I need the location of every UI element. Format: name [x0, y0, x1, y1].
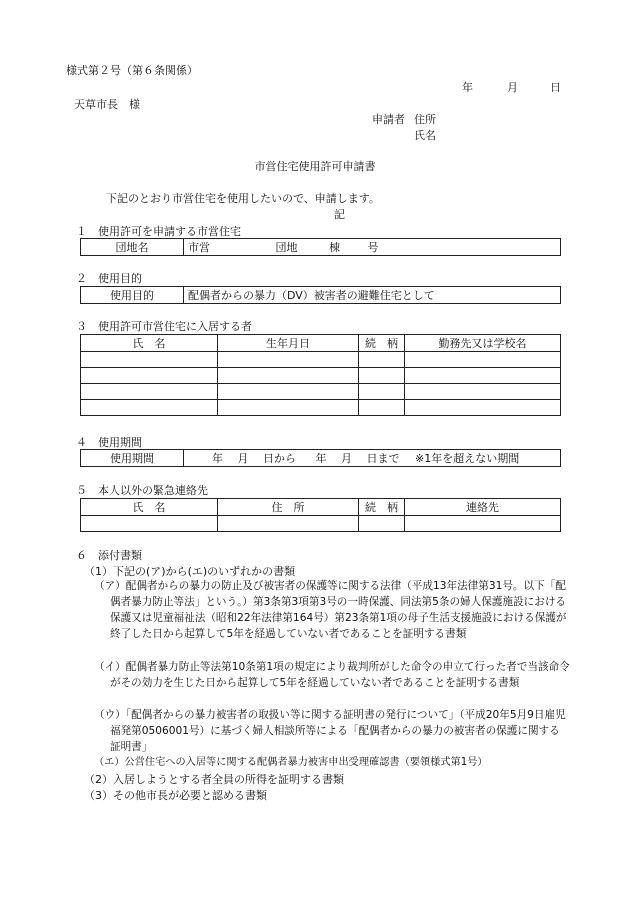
- period-to: 年 月 日まで: [315, 452, 400, 465]
- cell[interactable]: [81, 352, 218, 368]
- section-5-heading: ５ 本人以外の緊急連絡先: [76, 484, 208, 497]
- cell[interactable]: [405, 400, 561, 416]
- attachment-a: （ア）配偶者からの暴力の防止及び被害者の保護等に関する法律（平成13年法律第31号。以下「配偶者暴力防止等法」という。）第3条第3項第3号の一時保護、同法第5条の婦人保護施設における保護又は児童福祉法（昭和22年法律第164号）第23条第1項の母子生活支援施設における保護が終了した日から起算して5年を経過していない者であることを証明する書類: [94, 580, 567, 640]
- attachment-item-1: （1）下記の(ア)から(エ)のいずれかの書類: [84, 565, 296, 578]
- table-row: [81, 384, 561, 400]
- form-number: 様式第２号（第６条関係）: [66, 64, 198, 77]
- col-birthdate: 生年月日: [218, 335, 359, 352]
- cell[interactable]: [359, 368, 405, 384]
- cell[interactable]: [405, 384, 561, 400]
- section-2-table: [80, 286, 561, 304]
- cell[interactable]: [405, 368, 561, 384]
- col-name: 氏 名: [81, 335, 218, 352]
- applicant-address-label: 住所: [414, 113, 436, 126]
- col-relationship: 続 柄: [359, 499, 405, 516]
- danchi-prefix: 市営: [188, 241, 210, 254]
- date-month: 月: [507, 81, 518, 94]
- document-title: 市営住宅使用許可申請書: [254, 160, 376, 173]
- danchi-unit: 団地: [275, 241, 298, 254]
- cell[interactable]: [359, 352, 405, 368]
- attachment-i: （イ）配偶者暴力防止等法第10条第1項の規定により裁判所がした命令の申立て行った者で当該命令がその効力を生じた日から起算して5年を経過していない者であることを証明する書類: [94, 661, 570, 689]
- cell[interactable]: [81, 516, 218, 532]
- go-unit: 号: [367, 241, 379, 254]
- cell[interactable]: [218, 400, 359, 416]
- emergency-header-row: [81, 499, 561, 516]
- col-relationship: 続 柄: [359, 335, 405, 352]
- date-day: 日: [550, 81, 561, 94]
- period-from: 年 月 日から: [212, 452, 296, 465]
- emergency-contact-table: [80, 498, 561, 532]
- residents-table: [80, 334, 561, 416]
- addressee: 天草市長 様: [74, 98, 140, 111]
- cell[interactable]: [218, 368, 359, 384]
- cell[interactable]: [359, 516, 405, 532]
- cell[interactable]: [218, 352, 359, 368]
- residents-header-row: [81, 335, 561, 352]
- attachment-u: （ウ）「配偶者からの暴力被害者の取扱い等に関する証明書の発行について」（平成20年5月9日雇児福発第0506001号）に基づく婦人相談所等による「配偶者からの暴力の被害者の保護に関する証明書」: [94, 709, 566, 753]
- col-contact: 連絡先: [405, 499, 561, 516]
- date-line: [462, 79, 561, 95]
- col-workplace: 勤務先又は学校名: [405, 335, 561, 352]
- section-1-table: [80, 238, 561, 256]
- cell[interactable]: [81, 368, 218, 384]
- table-row: [81, 516, 561, 532]
- cell[interactable]: [81, 400, 218, 416]
- section-4-heading: ４ 使用期間: [76, 436, 142, 449]
- section-1-heading: １ 使用許可を申請する市営住宅: [76, 225, 241, 238]
- danchi-value-cell[interactable]: [184, 239, 561, 256]
- period-note: ※1年を超えない期間: [415, 452, 520, 465]
- period-value-cell[interactable]: [184, 450, 561, 467]
- period-label: 使用期間: [81, 450, 184, 467]
- cell[interactable]: [359, 384, 405, 400]
- col-address: 住 所: [218, 499, 359, 516]
- section-2-heading: ２ 使用目的: [76, 272, 142, 285]
- attachment-item-2: （2）入居しようとする者全員の所得を証明する書類: [84, 773, 344, 786]
- section-6-heading: ６ 添付書類: [76, 549, 142, 562]
- cell[interactable]: [405, 516, 561, 532]
- period-table: [80, 449, 561, 467]
- mune-unit: 棟: [329, 241, 340, 254]
- table-row: [81, 352, 561, 368]
- table-row: [81, 400, 561, 416]
- table-row: [81, 368, 561, 384]
- col-name: 氏 名: [81, 499, 218, 516]
- intro-text: 下記のとおり市営住宅を使用したいので、申請します。: [106, 192, 380, 205]
- applicant-name-label: 氏名: [414, 129, 436, 142]
- danchi-label: 団地名: [81, 239, 184, 256]
- purpose-label: 使用目的: [81, 287, 184, 304]
- attachment-item-3: （3）その他市長が必要と認める書類: [84, 789, 267, 802]
- date-year: 年: [462, 81, 473, 94]
- cell[interactable]: [405, 352, 561, 368]
- cell[interactable]: [218, 384, 359, 400]
- cell[interactable]: [218, 516, 359, 532]
- purpose-value: 配偶者からの暴力（DV）被害者の避難住宅として: [184, 287, 561, 304]
- ki-label: 記: [334, 208, 345, 221]
- applicant-label: 申請者: [372, 113, 405, 126]
- attachment-e: （エ）公営住宅への入居等に関する配偶者暴力被害申出受理確認書（要領様式第1号）: [94, 757, 488, 768]
- cell[interactable]: [81, 384, 218, 400]
- section-3-heading: ３ 使用許可市営住宅に入居する者: [76, 320, 252, 333]
- cell[interactable]: [359, 400, 405, 416]
